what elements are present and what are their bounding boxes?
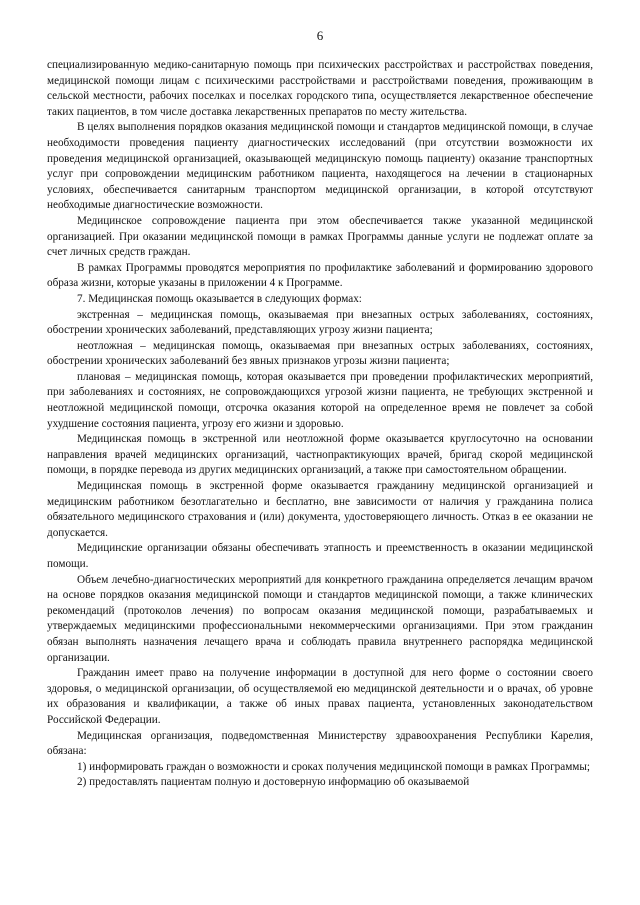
paragraph: неотложная – медицинская помощь, оказываемая при внезапных острых заболеваниях, состояниях, обострении хронических заболеваний без явных признаков угрозы жизни пациента; (47, 339, 593, 368)
document-body (47, 58, 593, 791)
paragraph: В целях выполнения порядков оказания медицинской помощи и стандартов медицинской помощи, в случае необходимости проведения пациенту диагностических исследований (при отсутствии возможности их проведения медицинской организацией, оказывающей медицинскую помощь пациенту) оказание транспортных услуг при сопровождении медицинским работником пациента, находящегося на лечении в стационарных условиях, обеспечивается санитарным транспортом медицинской организации, в которой отсутствуют необходимые диагностические возможности. (47, 121, 593, 212)
paragraph: 1) информировать граждан о возможности и сроках получения медицинской помощи в рамках Программы; (77, 760, 591, 773)
paragraph: Медицинское сопровождение пациента при этом обеспечивается также указанной медицинской организацией. При оказании медицинской помощи в рамках Программы данные услуги не подлежат оплате за счет личных средств граждан. (47, 214, 593, 259)
paragraph: Объем лечебно-диагностических мероприятий для конкретного гражданина определяется лечащим врачом на основе порядков оказания медицинской помощи и стандартов медицинской помощи, а также клинических рекомендаций (протоколов лечения) по вопросам оказания медицинской помощи, разрабатываемых и утверждаемых медицинскими профессиональными некоммерческими организациями. При этом гражданин обязан выполнять назначения лечащего врача и соблюдать правила внутреннего распорядка медицинской организации. (47, 573, 593, 664)
paragraph: специализированную медико-санитарную помощь при психических расстройствах и расстройствах поведения, медицинской помощи лицам с психическими расстройствами и расстройствами поведения, проживающим в сельской местности, рабочих поселках и поселках городского типа, осуществляется лекарственное обеспечение таких пациентов, в том числе доставка лекарственных препаратов по месту жительства. (47, 59, 593, 118)
paragraph: Медицинская помощь в экстренной форме оказывается гражданину медицинской организацией и медицинским работником безотлагательно и бесплатно, вне зависимости от наличия у гражданина полиса обязательного медицинского страхования и (или) документа, удостоверяющего личность. Отказ в ее оказании не допускается. (47, 480, 593, 539)
paragraph: экстренная – медицинская помощь, оказываемая при внезапных острых заболеваниях, состояниях, обострении хронических заболеваний, представляющих угрозу жизни пациента; (47, 308, 593, 337)
paragraph: 7. Медицинская помощь оказывается в следующих формах: (77, 292, 362, 305)
paragraph: Гражданин имеет право на получение информации в доступной для него форме о состоянии своего здоровья, о медицинской организации, об осуществляемой ею медицинской деятельности и о врачах, об уровне их образования и квалификации, а также об иных правах пациента, установленных законодательством Российской Федерации. (47, 667, 593, 726)
page-number: 6 (316, 28, 324, 43)
paragraph: Медицинская организация, подведомственная Министерству здравоохранения Республики Карелия, обязана: (47, 729, 593, 758)
document-page (47, 28, 593, 791)
paragraph: плановая – медицинская помощь, которая оказывается при проведении профилактических мероприятий, при заболеваниях и состояниях, не сопровождающихся угрозой жизни пациента, не требующих экстренной и неотложной медицинской помощи, отсрочка оказания которой на определенное время не повлечет за собой ухудшение состояния пациента, угрозу его жизни и здоровью. (47, 370, 593, 430)
paragraph: В рамках Программы проводятся мероприятия по профилактике заболеваний и формированию здорового образа жизни, которые указаны в приложении 4 к Программе. (47, 261, 593, 290)
paragraph: Медицинские организации обязаны обеспечивать этапность и преемственность в оказании медицинской помощи. (47, 542, 593, 570)
paragraph: Медицинская помощь в экстренной или неотложной форме оказывается круглосуточно на основании направления врачей медицинских организаций, частнопрактикующих врачей, бригад скорой медицинской помощи, в порядке перевода из других медицинских организаций, а также при самостоятельном обращении. (47, 433, 593, 477)
paragraph: 2) предоставлять пациентам полную и достоверную информацию об оказываемой (77, 776, 470, 789)
